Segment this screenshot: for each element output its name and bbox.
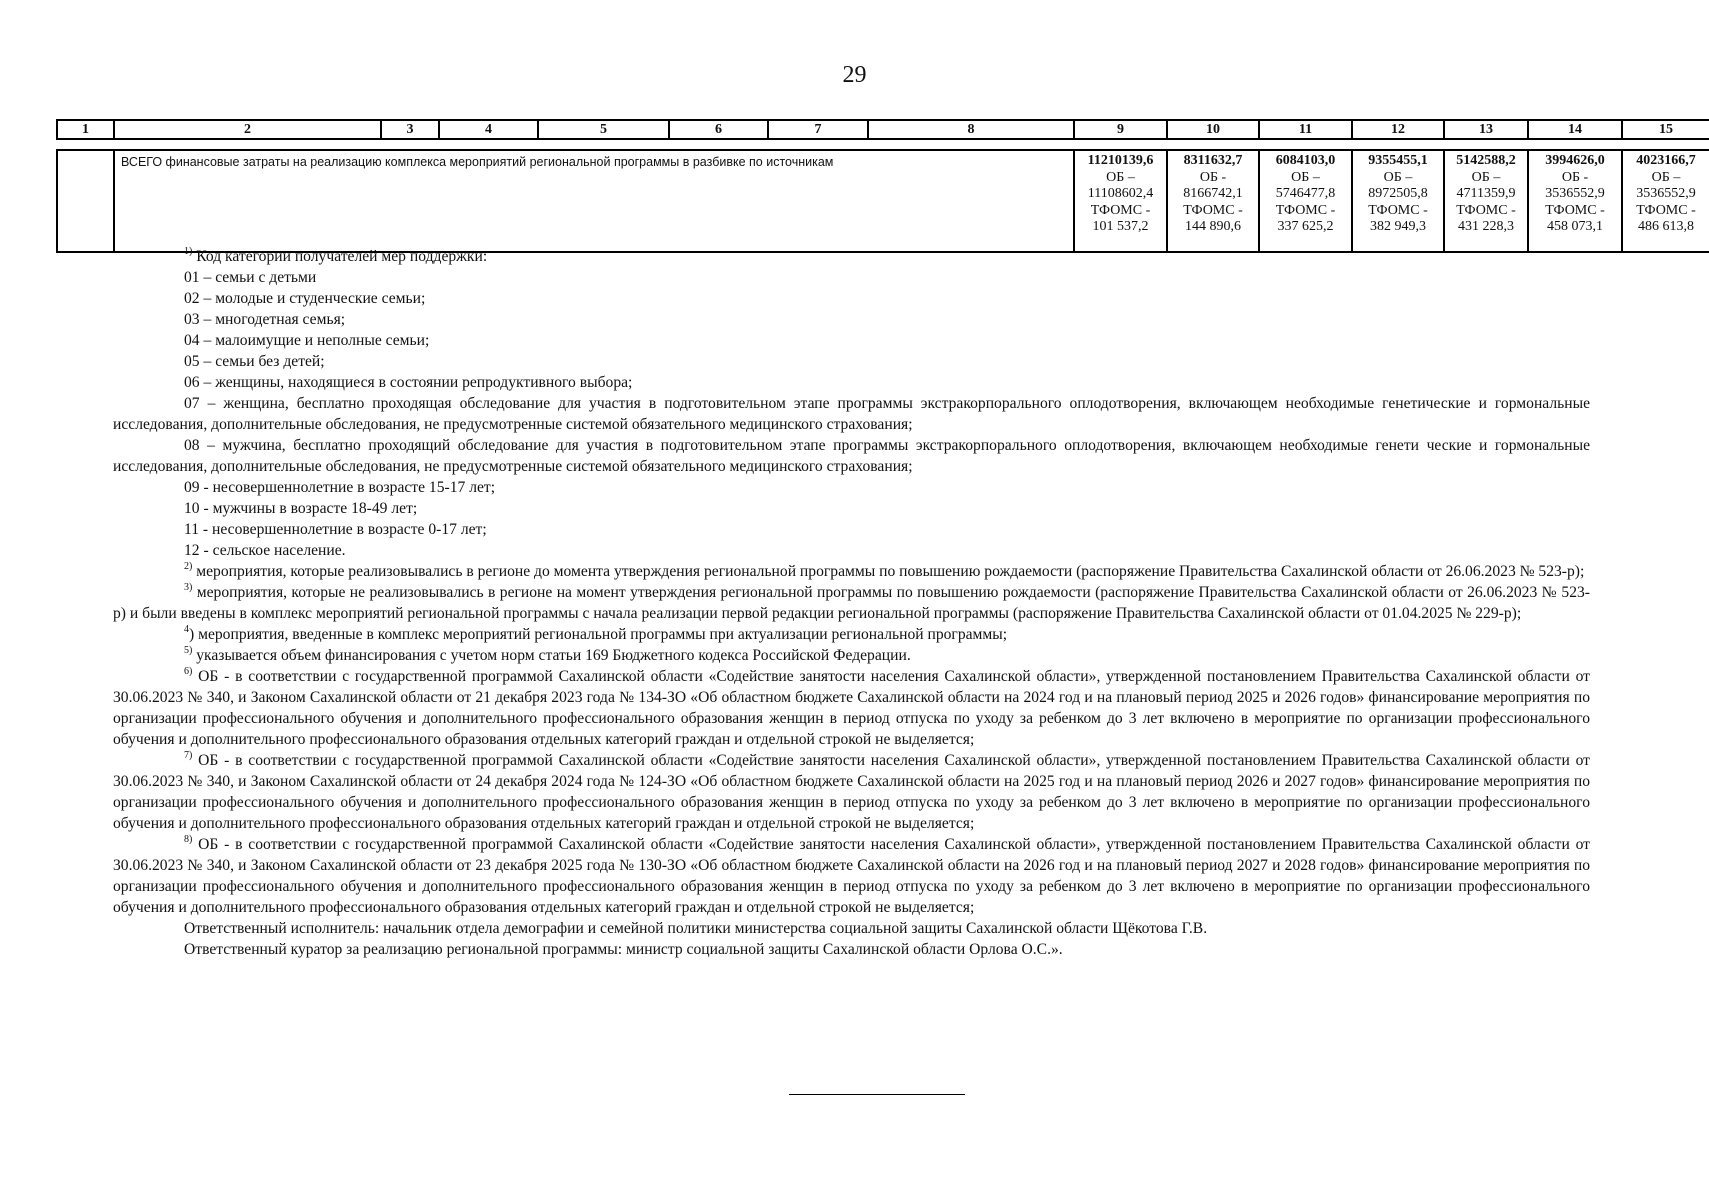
category-code: 09 - несовершеннолетние в возрасте 15-17 лет; xyxy=(184,479,496,496)
footnote-marker: 7) xyxy=(184,749,193,761)
total-description: ВСЕГО финансовые затраты на реализацию комплекса мероприятий региональной программы в разбивке по источникам xyxy=(114,150,1074,252)
total-value: 11210139,6 xyxy=(1087,153,1154,168)
tfoms-label: ТФОМС - xyxy=(1183,202,1243,218)
ob-label: ОБ – xyxy=(1291,169,1320,185)
tfoms-label: ТФОМС - xyxy=(1636,202,1696,218)
footnote-marker: 8) xyxy=(184,833,193,845)
ob-value: 3536552,9 xyxy=(1636,186,1696,201)
column-number: 15 xyxy=(1622,120,1709,139)
total-value: 4023166,7 xyxy=(1636,153,1696,168)
column-number: 1 xyxy=(57,120,114,139)
tfoms-value: 337 625,2 xyxy=(1277,219,1334,234)
ob-label: ОБ – xyxy=(1471,169,1501,185)
total-financing-table xyxy=(56,149,1709,253)
footnote-7 xyxy=(113,750,1590,834)
footnote-marker: 5) xyxy=(184,644,193,656)
total-value: 8311632,7 xyxy=(1183,153,1243,168)
category-code: 11 - несовершеннолетние в возрасте 0-17 лет; xyxy=(184,521,487,538)
category-code: 07 – женщина, бесплатно проходящая обследование для участия в подготовительном этапе программы экстракорпорального оплодотворения, включающем необходимые генетические и гормональные исследования, дополнительные обследования, не предусмотренные системой обязательного медицинского страхования; xyxy=(113,395,1590,433)
ob-value: 8972505,8 xyxy=(1368,186,1428,201)
category-code: 06 – женщины, находящиеся в состоянии репродуктивного выбора; xyxy=(184,374,633,391)
column-number-header xyxy=(56,119,1709,140)
tfoms-value: 486 613,8 xyxy=(1638,219,1694,234)
closing-rule xyxy=(789,1094,965,1095)
tfoms-value: 101 537,2 xyxy=(1092,219,1149,234)
footnote-text: ОБ - в соответствии с государственной программой Сахалинской области «Содействие занятости населения Сахалинской области», утвержденной постановлением Правительства Сахалинской области от 30.06.2023 № 340, и Законом Сахалинской области от 21 декабря 2023 года № 134-ЗО «Об областном бюджете Сахалинской области на 2024 год и на плановый период 2025 и 2026 годов» финансирование мероприятия по организации профессионального обучения и дополнительного профессионального образования женщин в период отпуска по уходу за ребенком до 3 лет включено в мероприятие по организации профессионального обучения и дополнительного профессионального образования отдельных категорий граждан и отдельной строкой не выделяется; xyxy=(113,668,1590,748)
ob-label: ОБ – xyxy=(1651,169,1681,185)
ob-value: 3536552,9 xyxy=(1545,186,1605,201)
year-value-cell xyxy=(1444,150,1528,252)
year-value-cell xyxy=(1622,150,1709,252)
footnotes xyxy=(113,246,1590,960)
footnote-marker: 1) xyxy=(184,245,193,257)
tfoms-label: ТФОМС - xyxy=(1275,202,1336,218)
year-value-cell xyxy=(1167,150,1259,252)
footnote-marker: 2) xyxy=(184,560,193,572)
ob-label: ОБ – xyxy=(1383,169,1413,185)
column-number-row xyxy=(57,120,1709,139)
footnote-6 xyxy=(113,666,1590,750)
category-code: 12 - сельское население. xyxy=(184,542,346,559)
ob-value: 4711359,9 xyxy=(1456,186,1516,201)
footnote-marker: 3) xyxy=(184,581,193,593)
footnote-text: ) мероприятия, введенные в комплекс мероприятий региональной программы при актуализации региональной программы; xyxy=(189,626,1008,643)
column-number: 2 xyxy=(114,120,381,139)
column-number: 7 xyxy=(768,120,868,139)
empty-cell xyxy=(57,150,114,252)
tfoms-value: 431 228,3 xyxy=(1458,219,1514,234)
tfoms-value: 144 890,6 xyxy=(1185,219,1241,234)
responsible-curator: Ответственный куратор за реализацию региональной программы: министр социальной защиты Сахалинской области Орлова О.С.». xyxy=(184,941,1063,958)
ob-label: ОБ - xyxy=(1199,169,1227,185)
footnote-3 xyxy=(113,582,1590,624)
year-value-cell xyxy=(1259,150,1352,252)
tfoms-value: 382 949,3 xyxy=(1370,219,1426,234)
ob-value: 8166742,1 xyxy=(1183,186,1243,201)
footnote-text: указывается объем финансирования с учетом норм статьи 169 Бюджетного кодекса Российской Федерации. xyxy=(196,647,911,664)
column-number: 13 xyxy=(1444,120,1528,139)
total-row xyxy=(57,150,1709,252)
footnote-1 xyxy=(113,246,1590,267)
ob-label: ОБ – xyxy=(1106,169,1135,185)
category-code: 05 – семьи без детей; xyxy=(184,353,325,370)
column-number: 10 xyxy=(1167,120,1259,139)
category-code: 02 – молодые и студенческие семьи; xyxy=(184,290,426,307)
category-code: 04 – малоимущие и неполные семьи; xyxy=(184,332,430,349)
total-value: 9355455,1 xyxy=(1368,153,1428,168)
ob-value: 11108602,4 xyxy=(1087,186,1154,201)
category-code: 03 – многодетная семья; xyxy=(184,311,346,328)
tfoms-value: 458 073,1 xyxy=(1547,219,1603,234)
column-number: 8 xyxy=(868,120,1074,139)
category-code: 08 – мужчина, бесплатно проходящий обследование для участия в подготовительном этапе программы экстракорпорального оплодотворения, включающем необходимые генети ческие и гормональные исследования, дополнительные обследования, не предусмотренные системой обязательного медицинского страхования; xyxy=(113,437,1590,475)
footnote-text: мероприятия, которые не реализовывались в регионе на момент утверждения региональной программы по повышению рождаемости (распоряжение Правительства Сахалинской области от 26.06.2023 № 523-р) и были введены в комплекс мероприятий региональной программы с начала реализации первой редакции региональной программы (распоряжение Правительства Сахалинской области от 01.04.2025 № 229-р); xyxy=(113,584,1590,622)
ob-value: 5746477,8 xyxy=(1275,186,1336,201)
total-value: 5142588,2 xyxy=(1456,153,1516,168)
category-code: 10 - мужчины в возрасте 18-49 лет; xyxy=(184,500,418,517)
footnote-8 xyxy=(113,834,1590,918)
responsible-executor: Ответственный исполнитель: начальник отдела демографии и семейной политики министерства социальной защиты Сахалинской области Щёкотова Г.В. xyxy=(184,920,1208,937)
category-code: 01 – семьи с детьми xyxy=(184,269,317,286)
tfoms-label: ТФОМС - xyxy=(1090,202,1151,218)
footnote-text: ОБ - в соответствии с государственной программой Сахалинской области «Содействие занятости населения Сахалинской области», утвержденной постановлением Правительства Сахалинской области от 30.06.2023 № 340, и Законом Сахалинской области от 23 декабря 2025 года № 130-ЗО «Об областном бюджете Сахалинской области на 2026 год и на плановый период 2027 и 2028 годов» финансирование мероприятия по организации профессионального обучения и дополнительного профессионального образования женщин в период отпуска по уходу за ребенком до 3 лет включено в мероприятие по организации профессионального обучения и дополнительного профессионального образования отдельных категорий граждан и отдельной строкой не выделяется; xyxy=(113,836,1590,916)
column-number: 14 xyxy=(1528,120,1622,139)
column-number: 6 xyxy=(669,120,768,139)
footnote-text: Код категории получателей мер поддержки: xyxy=(196,248,488,265)
footnote-5 xyxy=(113,645,1590,666)
footnote-marker: 6) xyxy=(184,665,193,677)
ob-label: ОБ - xyxy=(1561,169,1589,185)
column-number: 5 xyxy=(538,120,669,139)
total-value: 3994626,0 xyxy=(1545,153,1605,168)
tfoms-label: ТФОМС - xyxy=(1456,202,1516,218)
year-value-cell xyxy=(1074,150,1167,252)
footnote-2 xyxy=(113,561,1590,582)
footnote-text: мероприятия, которые реализовывались в регионе до момента утверждения региональной программы по повышению рождаемости (распоряжение Правительства Сахалинской области от 26.06.2023 № 523-р); xyxy=(196,563,1585,580)
footnote-text: ОБ - в соответствии с государственной программой Сахалинской области «Содействие занятости населения Сахалинской области», утвержденной постановлением Правительства Сахалинской области от 30.06.2023 № 340, и Законом Сахалинской области от 24 декабря 2024 года № 124-ЗО «Об областном бюджете Сахалинской области на 2025 год и на плановый период 2026 и 2027 годов» финансирование мероприятия по организации профессионального обучения и дополнительного профессионального образования женщин в период отпуска по уходу за ребенком до 3 лет включено в мероприятие по организации профессионального обучения и дополнительного профессионального образования отдельных категорий граждан и отдельной строкой не выделяется; xyxy=(113,752,1590,832)
column-number: 4 xyxy=(439,120,538,139)
footnote-4 xyxy=(113,624,1590,645)
column-number: 12 xyxy=(1352,120,1444,139)
footnote-marker: 4 xyxy=(184,623,189,635)
year-value-cell xyxy=(1528,150,1622,252)
page-number: 29 xyxy=(842,62,867,88)
column-number: 3 xyxy=(381,120,439,139)
column-number: 11 xyxy=(1259,120,1352,139)
total-value: 6084103,0 xyxy=(1275,153,1336,168)
column-number: 9 xyxy=(1074,120,1167,139)
tfoms-label: ТФОМС - xyxy=(1368,202,1428,218)
tfoms-label: ТФОМС - xyxy=(1545,202,1605,218)
year-value-cell xyxy=(1352,150,1444,252)
